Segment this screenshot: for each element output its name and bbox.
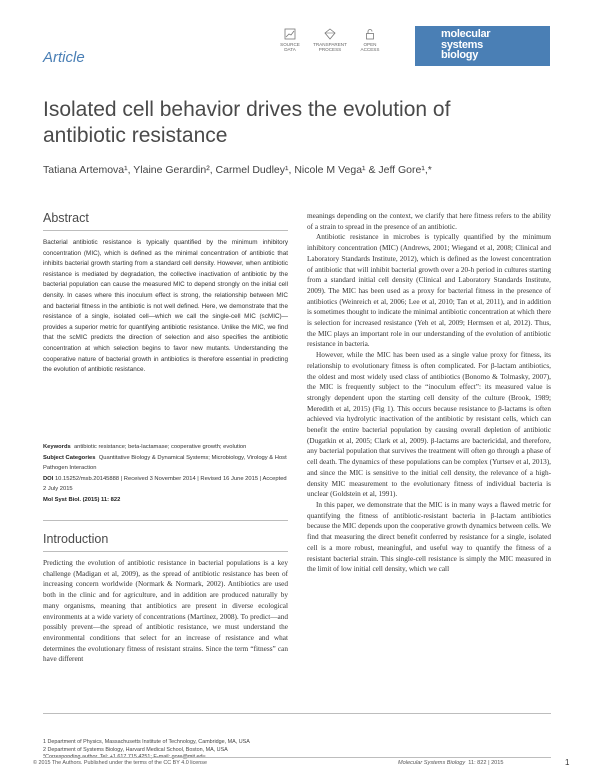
transparent-process-badge[interactable] xyxy=(310,28,350,52)
subject-categories-text: Quantitative Biology & Dynamical Systems; Microbiology, Virology & Host Pathogen Interaction xyxy=(43,454,287,471)
badge-line2: DATA xyxy=(284,47,296,52)
transparent-process-icon xyxy=(324,28,336,40)
logo-line: molecular xyxy=(441,28,491,40)
logo-line: systems xyxy=(441,38,483,51)
keywords-text: antibiotic resistance; beta-lactamase; cooperative growth; evolution xyxy=(73,444,247,450)
affiliation-1: 1 Department of Physics, Massachusetts Institute of Technology, Cambridge, MA, USA xyxy=(43,739,250,745)
keywords-label: Keywords xyxy=(43,444,71,450)
journal-name: Molecular Systems Biology xyxy=(398,760,466,766)
paragraph: However, while the MIC has been used as a single value proxy for fitness, its relationship to evolutionary fitness is often complicated. For β-lactam antibiotics, the oldest and most widely used class of antibiotics (Bonomo & Tolmasky, 2007), the MIC is frequently subject to the “inoculum effect”: its measured value is strongly dependent upon the starting cell density of the culture (Brook, 1989; Meredith et al, 2015) (Fig 1). This occurs because resistance to β-lactams is often achieved via hydrolytic inactivation of the antibiotic by resistant cells, which can benefit the entire bacterial population by causing overall depletion of antibiotic (Dugatkin et al, 2005; Clark et al, 2009). β-lactams are bactericidal, and therefore, any bacterial population that survives the treatment will often go through a phase of cell death. The dynamics of these populations can be complex (Yurtsev et al, 2013), and since the MIC is sensitive to the initial cell density, the relevance of a high-density MIC measurement to the evolutionary fitness of individual bacteria is unclear (Goldstein et al, 1991). xyxy=(307,351,551,499)
abstract-heading: Abstract xyxy=(43,211,89,225)
footnote-rule xyxy=(43,713,551,714)
abstract-text: Bacterial antibiotic resistance is typically quantified by the minimum inhibitory concentration (MIC), which is defined as the minimal concentration of antibiotic that inhibits bacterial growth starting from a standard cell density. However, when antibiotic resistance is mediated by degradation, the collective inactivation of antibiotic by the bacterial population can cause the measured MIC to depend strongly on the initial cell density. In cases where this inoculum effect is strong, the relationship between MIC and bacterial fitness in the antibiotic is not well defined. Here, we demonstrate that the resistance of a single, isolated cell—which we call the single-cell MIC (scMIC)—provides a superior metric for quantifying antibiotic resistance. Unlike the MIC, we find that the scMIC predicts the direction of selection and also specifies the antibiotic concentration at which selection begins to favor new mutants. Understanding the cooperative nature of bacterial growth in antibiotics is therefore essential in predicting the evolution of antibiotic resistance. xyxy=(43,239,288,374)
right-column-text xyxy=(307,211,551,575)
badge-group xyxy=(270,28,390,64)
author-list: Tatiana Artemova¹, Ylaine Gerardin², Carmel Dudley¹, Nicole M Vega¹ & Jeff Gore¹,* xyxy=(43,164,432,176)
article-type-label: Article xyxy=(43,49,85,66)
paragraph: In this paper, we demonstrate that the MIC is in many ways a flawed metric for quantifying the fitness of antibiotic-resistant bacteria in β-lactam antibiotics because the MIC depends upon the cooperative growth dynamics between cells. We find that measuring the direct benefit conferred by resistance for a single, isolated cell is a more robust, meaningful, and useful way to quantify the fitness of a resistant bacterial strain. This single-cell resistance is simply the MIC measured in the limit of low initial cell density, which we call xyxy=(307,500,551,574)
badge-line2: PROCESS xyxy=(318,47,342,52)
affiliation-2: 2 Department of Systems Biology, Harvard Medical School, Boston, MA, USA xyxy=(43,746,228,753)
intro-rule xyxy=(43,551,288,552)
journal-footer xyxy=(398,760,504,766)
doi-text[interactable]: 10.15252/msb.20145888 | Received 3 November 2014 | Revised 16 June 2015 | Accepted 2 July 2015 xyxy=(43,475,287,492)
paragraph: Antibiotic resistance in microbes is typically quantified by the minimum inhibitory concentration (MIC) (Andrews, 2001; Wiegand et al, 2008; Clinical and Laboratory Standards Institute, 2012), which is defined as the lowest concentration of antibiotic that will inhibit bacterial growth over a 20-h period in cultures starting from a standard initial cell density (Clinical and Laboratory Standards Institute, 2009). The MIC has been used as a proxy for bacterial fitness in the presence of antibiotics (Weinreich et al, 2006; Lee et al, 2010; Tan et al, 2011), and in addition is sometimes thought to indicate the minimal antibiotic concentration at which there is selection for increased resistance (Yeh et al, 2009; Hermsen et al, 2012). Thus, the MIC plays an important role in our understanding of the evolution of antibiotic resistance in bacteria. xyxy=(307,233,551,349)
open-access-badge[interactable] xyxy=(350,28,390,52)
doi-label: DOI xyxy=(43,475,54,482)
abstract-rule xyxy=(43,230,288,231)
badge-line2: ACCESS xyxy=(360,47,380,52)
corresponding-author: *Corresponding author. Tel: +1 617 715 4251; E-mail: gore@mit.edu xyxy=(43,754,206,761)
badge-line1: TRANSPARENT xyxy=(313,42,347,47)
source-data-badge[interactable] xyxy=(270,28,310,52)
subject-categories-label: Subject Categories xyxy=(43,454,96,461)
article-metadata xyxy=(43,442,288,505)
footnotes xyxy=(43,739,551,762)
badge-line1: OPEN xyxy=(363,42,377,47)
citation: Mol Syst Biol. (2015) 11: 822 xyxy=(43,496,121,503)
badge-line1: SOURCE xyxy=(280,42,300,47)
journal-logo xyxy=(415,26,550,66)
introduction-text: Predicting the evolution of antibiotic resistance in bacterial populations is a key challenge (Madigan et al, 2009), as the spread of antibiotic resistance has been of increasing concern worldwide (Normark & Normark, 2002). Antibiotics are used both in the clinic and for agriculture, and in addition are produced naturally by many organisms, meaning that antibiotics are present in diverse ecological environments at a wide variety of concentrations (Martínez, 2008). To predict—and possibly prevent—the spread of antibiotic resistance, we must understand the environmental conditions that select for an increase of resistance and what determines the evolutionary fitness of resistant strains. Since the term “fitness” can have different xyxy=(43,559,288,664)
page-number: 1 xyxy=(565,758,570,767)
open-access-icon xyxy=(364,28,376,40)
source-data-icon xyxy=(284,28,296,40)
volume-info: 11: 822 | 2015 xyxy=(468,760,504,766)
introduction-heading: Introduction xyxy=(43,532,109,546)
license-text: © 2015 The Authors. Published under the terms of the CC BY 4.0 license xyxy=(33,760,207,766)
intro-top-rule xyxy=(43,520,288,521)
paper-title: Isolated cell behavior drives the evolution of antibiotic resistance xyxy=(43,98,451,147)
footer-rule xyxy=(43,757,551,758)
logo-line: biology xyxy=(441,49,479,61)
paragraph: meanings depending on the context, we clarify that here fitness refers to the ability of a strain to spread in the presence of an antibiotic. xyxy=(307,212,551,231)
